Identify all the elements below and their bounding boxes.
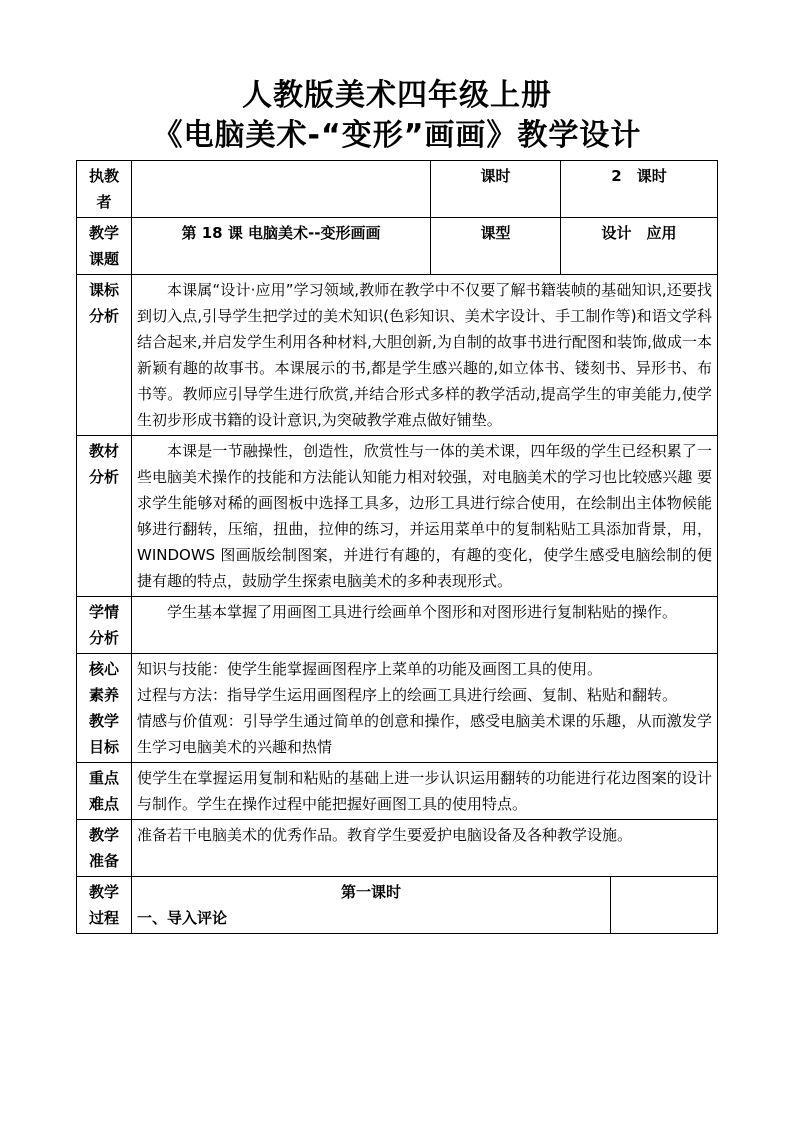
row-prep <box>77 820 718 877</box>
type-value: 设计 应用 <box>561 218 718 275</box>
row-topic <box>77 218 718 275</box>
type-label: 课型 <box>431 218 561 275</box>
row-standard <box>77 275 718 436</box>
document-title-line1: 人教版美术四年级上册 <box>242 78 552 113</box>
prep-label: 教学准备 <box>77 820 132 877</box>
prep-text: 准备若干电脑美术的优秀作品。教育学生要爱护电脑设备及各种教学设施。 <box>137 826 633 844</box>
row-teacher <box>77 161 718 218</box>
learner-label: 学情分析 <box>77 597 132 654</box>
process-section: 一、导入评论 <box>137 909 228 927</box>
standard-text: 本课属“设计·应用”学习领域,教师在教学中不仅要了解书籍装帧的基础知识,还要找到切入点,引导学生把学过的美术知识(色彩知识、美术字设计、手工制作等)和语文学科结合起来,并启发学生利用各种材料,大胆创新,为自制的故事书进行配图和装饰,做成一本新颖有趣的故事书。本课展示的书,都是学生感兴趣的,如立体书、镂刻书、异形书、布书等。教师应引导学生进行欣赏,并结合形式多样的教学活动,提高学生的审美能力,使学生初步形成书籍的设计意识,为突破教学难点做好铺垫。 <box>137 281 712 429</box>
row-keypoints <box>77 763 718 820</box>
goal-emotion: 情感与价值观：引导学生通过简单的创意和操作，感受电脑美术课的乐趣，从而激发学生学习电脑美术的兴趣和热情 <box>137 712 712 756</box>
row-goals <box>77 654 718 763</box>
document-title-line2: 《电脑美术-“变形”画画》教学设计 <box>152 118 642 153</box>
goal-knowledge: 知识与技能：使学生能掌握画图程序上菜单的功能及画图工具的使用。 <box>137 660 603 678</box>
period-label: 课时 <box>431 161 561 218</box>
process-period: 第一课时 <box>340 883 401 901</box>
goal-process: 过程与方法：指导学生运用画图程序上的绘画工具进行绘画、复制、粘贴和翻转。 <box>137 686 678 704</box>
standard-label: 课标分析 <box>77 275 132 436</box>
topic-value: 第 18 课 电脑美术--变形画画 <box>132 218 431 275</box>
topic-label: 教学课题 <box>77 218 132 275</box>
keypoints-text: 使学生在掌握运用复制和粘贴的基础上进一步认识运用翻转的功能进行花边图案的设计与制作。学生在操作过程中能把握好画图工具的使用特点。 <box>137 769 712 813</box>
row-learner <box>77 597 718 654</box>
goals-label: 核心素养教学目标 <box>77 654 132 763</box>
material-label: 教材分析 <box>77 436 132 597</box>
keypoints-label: 重点难点 <box>77 763 132 820</box>
material-text: 本课是一节融操性，创造性，欣赏性与一体的美术课，四年级的学生已经积累了一些电脑美术操作的技能和方法能认知能力相对较强，对电脑美术的学习也比较感兴趣 要求学生能够对稀的画图板中选择工具多，边形工具进行综合使用，在绘制出主体物候能够进行翻转，压缩，扭曲，拉伸的练习，并运用菜单中的复制粘贴工具添加背景，用，WINDOWS 图画版绘制图案，并进行有趣的，有趣的变化，使学生感受电脑绘制的便捷有趣的特点，鼓励学生探索电脑美术的多种表现形式。 <box>137 442 712 590</box>
process-notes-cell <box>611 877 718 934</box>
lesson-plan-table <box>76 160 718 934</box>
teacher-value <box>132 161 431 218</box>
row-material <box>77 436 718 597</box>
period-value: 2 课时 <box>561 161 718 218</box>
process-label: 教学过程 <box>77 877 132 934</box>
learner-text: 学生基本掌握了用画图工具进行绘画单个图形和对图形进行复制粘贴的操作。 <box>167 603 678 621</box>
teacher-label: 执教者 <box>77 161 132 218</box>
row-process <box>77 877 718 934</box>
